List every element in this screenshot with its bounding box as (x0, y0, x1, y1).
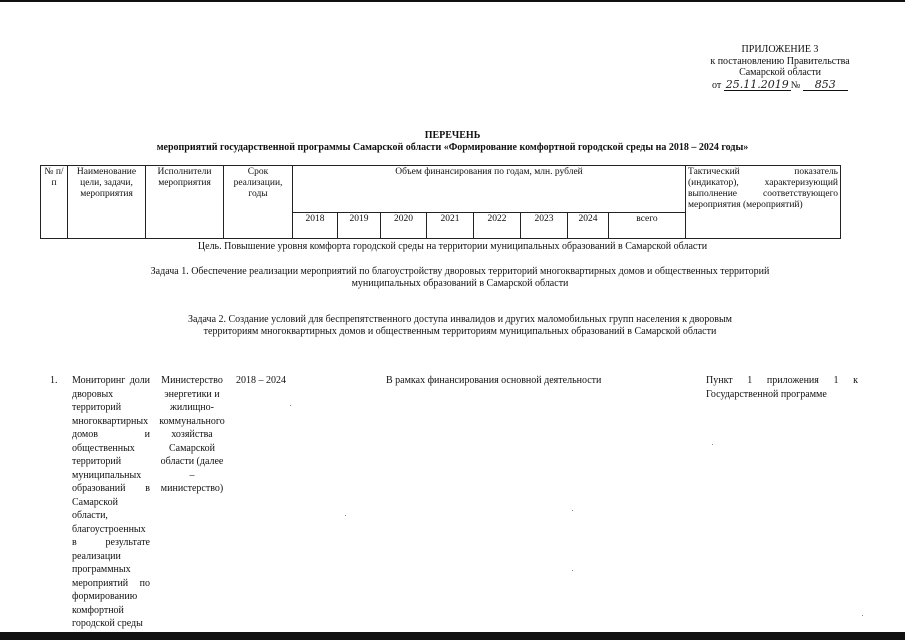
scan-speck (862, 615, 863, 616)
col-term-header: Срок реализации, годы (224, 166, 293, 239)
year-2022: 2022 (474, 213, 521, 239)
date-prefix: от (712, 79, 722, 91)
row1-term: 2018 – 2024 (236, 375, 286, 386)
scan-edge-top (0, 0, 905, 2)
scan-speck (572, 570, 573, 571)
scan-edge-bottom (0, 632, 905, 640)
annex-date-line (690, 79, 870, 92)
handwritten-number: 853 (803, 79, 848, 92)
col-executors-header: Исполнители мероприятия (146, 166, 224, 239)
annex-block (690, 44, 870, 91)
year-2020: 2020 (381, 213, 427, 239)
task-2: Задача 2. Создание условий для беспрепятственного доступа инвалидов и других маломобильных групп населения к дворовым территориям многоквартирных домов и общественным территориям муниципальных образований в Самарской области (187, 314, 733, 337)
year-2021: 2021 (427, 213, 474, 239)
row1-name: Мониторинг доли дворовых территорий многоквартирных домов и общественных территорий муниципальных образований в Самарской области, благоустроенных в результате реализации программных мероприятий по формированию комфортной городской среды (72, 375, 150, 629)
scan-speck (572, 510, 573, 511)
annex-resolution-line: к постановлению Правительства (710, 55, 850, 67)
row1-indicator: Пункт 1 приложения 1 к Государственной программе (706, 375, 858, 400)
year-total: всего (609, 213, 686, 239)
row1-funding: В рамках финансирования основной деятельности (386, 375, 602, 386)
scan-speck (290, 405, 291, 406)
row1-num: 1. (50, 375, 58, 386)
scan-speck (345, 515, 346, 516)
year-2024: 2024 (568, 213, 609, 239)
year-2018: 2018 (293, 213, 338, 239)
col-funding-header: Объем финансирования по годам, млн. рублей (293, 166, 686, 213)
annex-region-line: Самарской области (739, 67, 821, 78)
document-title: ПЕРЕЧЕНЬ (424, 130, 481, 141)
handwritten-date: 25.11.2019 (725, 77, 789, 91)
annex-title: ПРИЛОЖЕНИЕ 3 (741, 44, 819, 55)
col-num-header: № п/п (41, 166, 68, 239)
year-2023: 2023 (521, 213, 568, 239)
year-2019: 2019 (338, 213, 381, 239)
col-name-header: Наименование цели, задачи, мероприятия (68, 166, 146, 239)
number-sign: № (790, 79, 801, 91)
task-1: Задача 1. Обеспечение реализации мероприятий по благоустройству дворовых территорий многоквартирных домов и общественных территорий муниципальных образований в Самарской области (150, 266, 770, 289)
scan-speck (712, 444, 713, 445)
header-table (40, 165, 841, 239)
col-indicator-header: Тактический показатель (индикатор), характеризующий выполнение соответствующего мероприятия (мероприятий) (686, 166, 841, 239)
row1-executors: Министерство энергетики и жилищно-коммунального хозяйства Самарской области (далее – министерство) (159, 375, 225, 494)
document-subtitle: мероприятий государственной программы Самарской области «Формирование комфортной городской среды на 2018 – 2024 годы» (156, 142, 749, 153)
goal-line: Цель. Повышение уровня комфорта городской среды на территории муниципальных образований в Самарской области (197, 241, 708, 252)
